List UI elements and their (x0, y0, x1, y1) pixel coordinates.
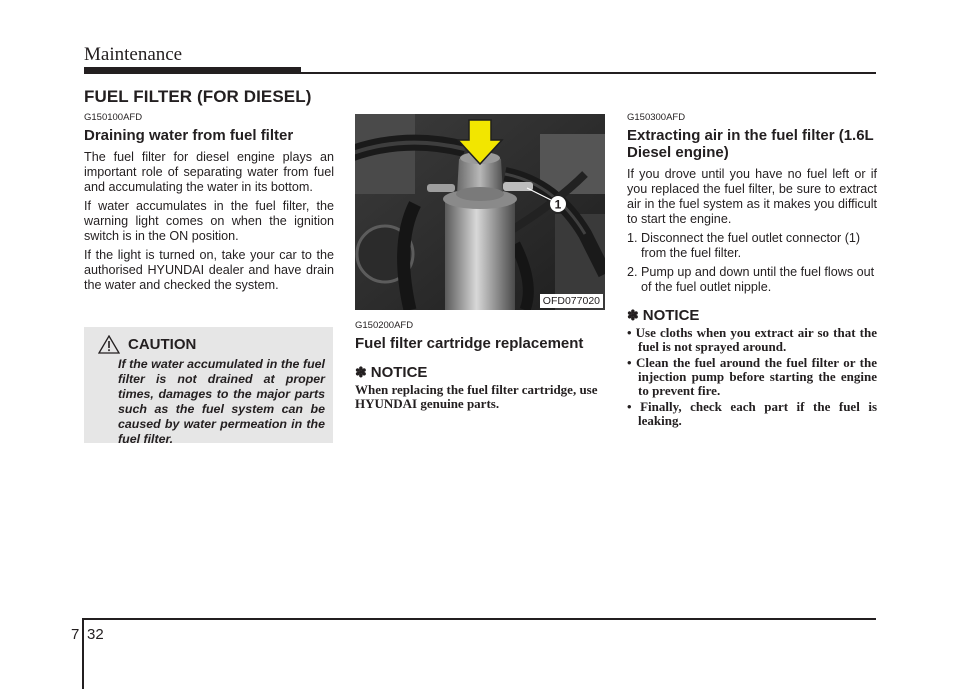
header-bar (84, 67, 301, 74)
column-draining-water (84, 112, 334, 297)
notice-star-icon: ✽ (355, 364, 367, 380)
notice-title: NOTICE (642, 307, 700, 324)
paragraph: If the light is turned on, take your car to the authorised HYUNDAI dealer and have drain the water and checked the system. (84, 248, 334, 292)
section-code: G150100AFD (84, 112, 143, 123)
section-code: G150200AFD (355, 320, 414, 331)
notice-header (355, 364, 605, 381)
callout-number: 1 (554, 197, 562, 212)
caution-header (98, 335, 325, 354)
fuel-filter-photo (355, 114, 605, 310)
chapter-number: 7 (71, 626, 80, 643)
section-title: FUEL FILTER (FOR DIESEL) (84, 87, 312, 106)
notice-header (627, 307, 877, 324)
running-header: Maintenance (84, 44, 183, 65)
notice-title: NOTICE (370, 364, 428, 381)
subsection-heading: Fuel filter cartridge replacement (355, 335, 584, 352)
paragraph: If you drove until you have no fuel left or if you replaced the fuel filter, be sure to extract air in the fuel system as it makes you difficult to start the engine. (627, 167, 877, 226)
paragraph: If water accumulates in the fuel filter, the warning light comes on when the ignition switch is in the ON position. (84, 199, 334, 243)
header-rule (301, 72, 876, 74)
subsection-heading: Extracting air in the fuel filter (1.6L Diesel engine) (627, 127, 874, 161)
step-item: 2. Pump up and down until the fuel flows out of the fuel outlet nipple. (627, 265, 875, 294)
notice-bullet: • Clean the fuel around the fuel filter or the injection pump before starting the engine to prevent fire. (627, 355, 877, 398)
notice-bullet: • Finally, check each part if the fuel is leaking. (627, 399, 877, 428)
column-extracting-air (627, 112, 877, 430)
engine-bay-illustration (355, 114, 605, 310)
caution-text: If the water accumulated in the fuel filter is not drained at proper times, damages to the major parts such as the fuel system can be caused by water permeation in the fuel filter. (118, 357, 325, 446)
subsection-heading: Draining water from fuel filter (84, 127, 294, 144)
notice-star-icon: ✽ (627, 307, 639, 323)
column-cartridge-replacement (355, 112, 605, 411)
paragraph: The fuel filter for diesel engine plays an important role of separating water from fuel and accumulating the water in its bottom. (84, 150, 334, 194)
caution-box (84, 327, 333, 446)
section-code: G150300AFD (627, 112, 686, 123)
notice-bullet: • Use cloths when you extract air so that the fuel is not sprayed around. (627, 325, 877, 354)
step-item: 1. Disconnect the fuel outlet connector (1) from the fuel filter. (627, 231, 861, 260)
page-number: 32 (87, 626, 104, 643)
footer-rule (82, 618, 876, 620)
notice-text: When replacing the fuel filter cartridge, use HYUNDAI genuine parts. (355, 382, 598, 411)
caution-title: CAUTION (128, 336, 197, 353)
image-code: OFD077020 (540, 294, 603, 308)
footer-divider (82, 618, 84, 689)
warning-triangle-icon (98, 335, 120, 354)
